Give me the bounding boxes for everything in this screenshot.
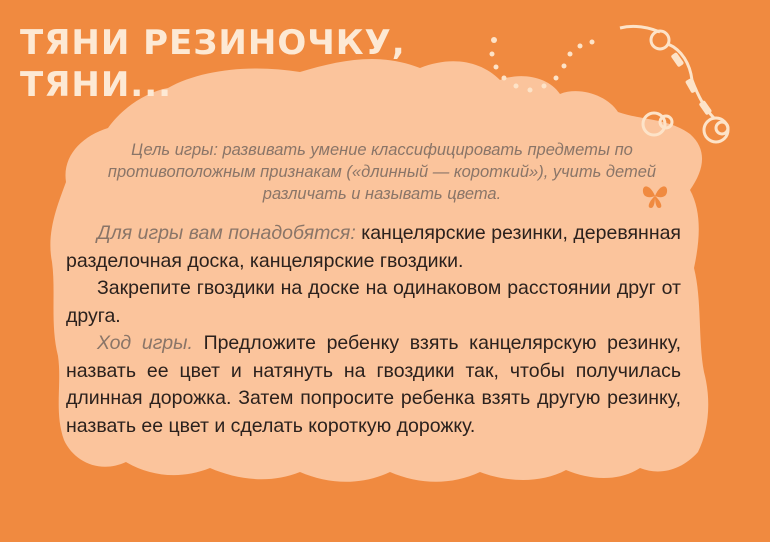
game-goal: Цель игры: развивать умение классифицировать предметы по противоположным признакам («длинный — короткий»), учить детей различать и называть цвета.: [107, 141, 657, 203]
setup-paragraph: [66, 275, 681, 330]
setup-text: Закрепите гвоздики на доске на одинаковом расстоянии друг от друга.: [66, 277, 681, 327]
materials-paragraph: [66, 220, 681, 275]
procedure-paragraph: [66, 330, 681, 440]
title-line-2: ТЯНИ...: [20, 65, 173, 105]
materials-lead: Для игры вам понадобятся:: [97, 222, 356, 244]
procedure-text: Предложите ребенку взять канцелярскую резинку, назвать ее цвет и натянуть на гвоздики так, чтобы получилась длинная дорожка. Затем попросите ребенка взять другую резинку, назвать ее цвет и сделать короткую дорожку.: [66, 332, 681, 437]
page-title: [20, 22, 406, 106]
title-line-1: ТЯНИ РЕЗИНОЧКУ,: [20, 23, 406, 63]
procedure-lead: Ход игры.: [97, 332, 193, 354]
materials-text: канцелярские резинки, деревянная разделочная доска, канцелярские гвоздики.: [66, 222, 681, 272]
instructions: [66, 220, 681, 440]
